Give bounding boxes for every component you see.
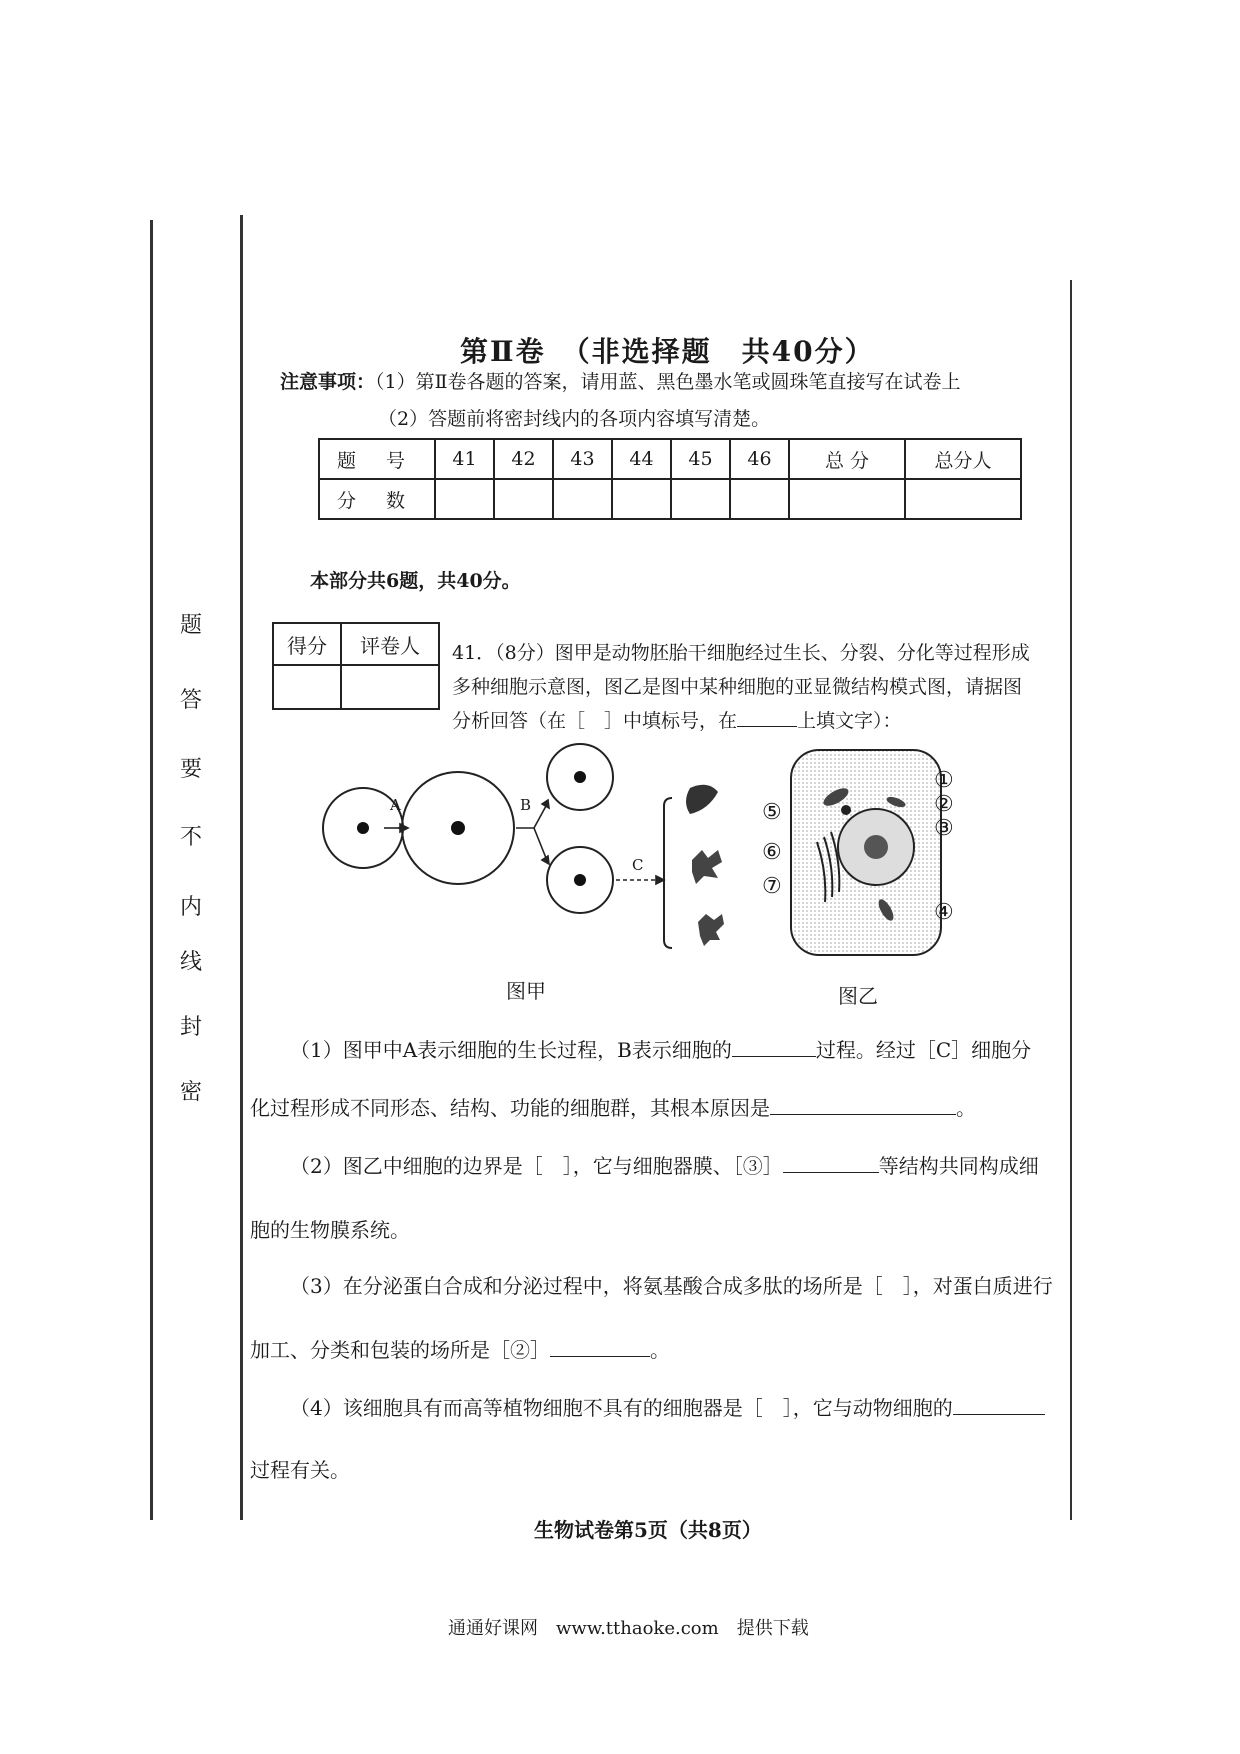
question-number-cell: 46 — [730, 439, 789, 479]
question-number-cell: 45 — [671, 439, 730, 479]
question-41-line-3 — [452, 706, 902, 733]
scorer-cell[interactable] — [905, 479, 1021, 519]
marker-5: ⑤ — [762, 800, 782, 825]
notice-item-2: （2）答题前将密封线内的各项内容填写清楚。 — [378, 408, 771, 430]
table-row — [273, 665, 439, 709]
label-c: C — [632, 856, 644, 874]
q2-text-b: 等结构共同构成细 — [878, 1154, 1039, 1178]
download-credit: 通通好课网 www.tthaoke.com 提供下载 — [448, 1618, 809, 1639]
sub-question-1-line-1 — [290, 1034, 1031, 1063]
q4-text-a: （4）该细胞具有而高等植物细胞不具有的细胞器是［ ］，它与动物细胞的 — [290, 1396, 953, 1420]
question-41-line-3b: 上填文字）： — [797, 710, 902, 732]
question-41-line-3a: 分析回答（在［ ］中填标号，在 — [452, 710, 738, 732]
table-row — [273, 623, 439, 665]
q2-text-a: （2）图乙中细胞的边界是［ ］，它与细胞器膜、［③］ — [290, 1154, 783, 1178]
label-a: A — [390, 796, 401, 814]
score-cell[interactable] — [435, 479, 494, 519]
page-title: 第Ⅱ卷 （非选择题 共40分） — [460, 335, 875, 368]
question-number-cell: 43 — [553, 439, 612, 479]
instruction-blank — [737, 708, 797, 727]
q1-answer-blank-2[interactable] — [770, 1096, 956, 1115]
score-table — [318, 438, 1022, 520]
sub-question-2-line-1 — [290, 1150, 1039, 1179]
q3-text-a: 加工、分类和包装的场所是［②］ — [250, 1338, 550, 1362]
score-cell[interactable] — [612, 479, 671, 519]
marker-3: ③ — [934, 816, 954, 841]
question-number-cell: 42 — [494, 439, 553, 479]
q1-answer-blank-1[interactable] — [732, 1038, 816, 1057]
seal-char: 密 — [180, 1080, 203, 1105]
q1-text-d: 。 — [956, 1096, 976, 1120]
question-41-line-1: 41．（8分）图甲是动物胚胎干细胞经过生长、分裂、分化等过程形成 — [452, 642, 1030, 664]
notice-label: 注意事项： — [280, 371, 376, 393]
grader-reviewer-label: 评卷人 — [341, 623, 439, 665]
seal-char: 题 — [180, 613, 203, 638]
seal-char: 封 — [180, 1015, 203, 1040]
seal-char: 不 — [180, 825, 203, 850]
marker-4: ④ — [934, 900, 954, 925]
sub-question-3-line-2 — [250, 1334, 670, 1363]
page-footer: 生物试卷第5页（共8页） — [534, 1518, 762, 1542]
sub-question-4-line-2: 过程有关。 — [250, 1458, 350, 1482]
question-number-cell: 41 — [435, 439, 494, 479]
seal-line-outer — [150, 220, 153, 1520]
row-header-score: 分 数 — [319, 479, 435, 519]
grader-box — [272, 622, 440, 710]
marker-6: ⑥ — [762, 840, 782, 865]
sub-question-2-line-2: 胞的生物膜系统。 — [250, 1218, 410, 1242]
q3-answer-blank[interactable] — [550, 1338, 650, 1357]
seal-char: 线 — [180, 950, 203, 975]
q1-text-a: （1）图甲中A表示细胞的生长过程，B表示细胞的 — [290, 1038, 732, 1062]
question-41-line-2: 多种细胞示意图，图乙是图中某种细胞的亚显微结构模式图，请据图 — [452, 676, 1023, 698]
sub-question-1-line-2 — [250, 1092, 976, 1121]
section-note: 本部分共6题，共40分。 — [310, 570, 521, 592]
seal-char: 内 — [180, 895, 203, 920]
q3-text-b: 。 — [650, 1338, 670, 1362]
sub-question-4-line-1 — [290, 1392, 1045, 1421]
seal-line-inner — [240, 215, 243, 1520]
sub-question-3-line-1: （3）在分泌蛋白合成和分泌过程中，将氨基酸合成多肽的场所是［ ］，对蛋白质进行 — [290, 1274, 1053, 1298]
table-row — [319, 439, 1021, 479]
grader-score-label: 得分 — [273, 623, 341, 665]
q1-text-b: 过程。经过［C］细胞分 — [815, 1038, 1032, 1062]
grader-score-cell[interactable] — [273, 665, 341, 709]
question-number-cell: 44 — [612, 439, 671, 479]
page-right-edge — [1070, 280, 1072, 1520]
notice-line-1 — [280, 367, 961, 394]
figure-b-caption: 图乙 — [838, 984, 878, 1008]
score-cell[interactable] — [553, 479, 612, 519]
row-header-question-number: 题 号 — [319, 439, 435, 479]
q2-answer-blank[interactable] — [783, 1154, 879, 1173]
label-b: B — [520, 796, 532, 814]
q4-answer-blank[interactable] — [953, 1396, 1045, 1415]
figure-a — [320, 740, 740, 960]
scorer-header: 总分人 — [905, 439, 1021, 479]
table-row — [319, 479, 1021, 519]
seal-char: 答 — [180, 688, 203, 713]
score-cell[interactable] — [730, 479, 789, 519]
marker-1: ① — [934, 768, 954, 793]
total-score-cell[interactable] — [789, 479, 905, 519]
grader-reviewer-cell[interactable] — [341, 665, 439, 709]
marker-2: ② — [934, 792, 954, 817]
score-cell[interactable] — [494, 479, 553, 519]
seal-char: 要 — [180, 757, 203, 782]
figure-a-caption: 图甲 — [506, 979, 546, 1003]
marker-7: ⑦ — [762, 874, 782, 899]
q1-text-c: 化过程形成不同形态、结构、功能的细胞群，其根本原因是 — [250, 1096, 770, 1120]
score-cell[interactable] — [671, 479, 730, 519]
total-score-header: 总 分 — [789, 439, 905, 479]
notice-item-1: （1）第Ⅱ卷各题的答案，请用蓝、黑色墨水笔或圆珠笔直接写在试卷上 — [375, 371, 961, 393]
